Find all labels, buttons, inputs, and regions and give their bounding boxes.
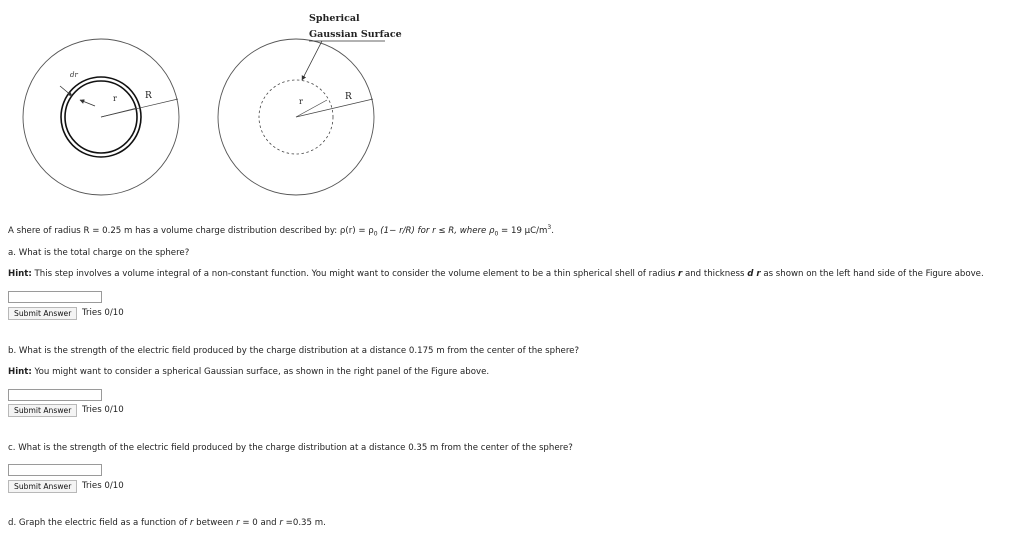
part-d-question <box>8 518 326 529</box>
part-a-hint <box>8 269 984 280</box>
part-d-text-a: d. Graph the electric field as a function of <box>8 518 190 528</box>
part-b-hint-label: Hint: <box>8 367 32 377</box>
part-b-submit-button[interactable]: Submit Answer <box>8 404 77 417</box>
part-b-tries: Tries 0/10 <box>82 405 124 415</box>
problem-intro-a: A shere of radius R = 0.25 m has a volume charge distribution described by: ρ(r) = ρ <box>8 225 374 236</box>
surface-title-line1: Spherical <box>309 13 360 24</box>
gaussian-surface-arrow <box>302 41 322 80</box>
left-dr-label: dr <box>70 71 78 79</box>
right-sphere-diagram <box>218 13 402 195</box>
part-a-hint-label: Hint: <box>8 269 32 279</box>
part-a-answer-input[interactable] <box>8 291 102 303</box>
rho-sub-2: 0 <box>494 230 499 238</box>
part-d-text-e: = 0 and <box>239 518 280 528</box>
part-b-question: b. What is the strength of the electric field produced by the charge distribution at a distance 0.175 m from the center of the sphere? <box>8 346 580 356</box>
part-c-question: c. What is the strength of the electric field produced by the charge distribution at a distance 0.35 m from the center of the sphere? <box>8 443 573 453</box>
surface-title-line2: Gaussian Surface <box>309 29 402 40</box>
right-r-label: r <box>299 97 303 106</box>
part-a-hint-text-a: This step involves a volume integral of a non-constant function. You might want to consider the volume element to be a thin spherical shell of radius <box>31 269 678 279</box>
part-c-submit-button[interactable]: Submit Answer <box>8 480 77 493</box>
left-r-label: r <box>113 94 117 103</box>
problem-intro-c: (1− r/R) for r ≤ R, where ρ <box>377 225 495 236</box>
part-a-submit-button[interactable]: Submit Answer <box>8 307 77 320</box>
part-c-tries: Tries 0/10 <box>82 481 124 491</box>
part-d-text-c: between <box>193 518 237 528</box>
problem-intro-g: . <box>551 225 554 236</box>
problem-intro-e: = 19 μC/m <box>498 225 548 236</box>
part-d-var-r1: r <box>189 518 194 528</box>
part-a-hint-text-c: and thickness <box>682 269 748 279</box>
left-radius-r-line <box>101 108 137 117</box>
left-dr-arrow-inner <box>80 100 95 106</box>
part-a-hint-r: r <box>677 269 683 279</box>
part-a-tries: Tries 0/10 <box>82 308 124 318</box>
part-b-hint <box>8 367 489 378</box>
part-d-var-r3: r <box>279 518 283 528</box>
left-sphere-diagram <box>23 39 179 195</box>
part-a-hint-text-e: as shown on the left hand side of the Figure above. <box>760 269 984 279</box>
units-exponent: 3 <box>547 224 552 231</box>
problem-statement <box>8 222 554 240</box>
part-b-answer-input[interactable] <box>8 389 102 401</box>
sphere-figure <box>0 0 1024 210</box>
part-a-hint-dr: d r <box>747 269 761 279</box>
right-R-label: R <box>345 92 352 102</box>
part-a-question: a. What is the total charge on the sphere? <box>8 248 190 258</box>
rho-sub-1: 0 <box>373 230 378 238</box>
left-R-label: R <box>145 91 152 101</box>
part-b-hint-text: You might want to consider a spherical Gaussian surface, as shown in the right panel of the Figure above. <box>31 367 490 377</box>
part-c-answer-input[interactable] <box>8 464 102 476</box>
part-d-text-g: =0.35 m. <box>282 518 326 528</box>
part-d-var-r2: r <box>236 518 240 528</box>
right-radius-R-line <box>296 99 373 117</box>
